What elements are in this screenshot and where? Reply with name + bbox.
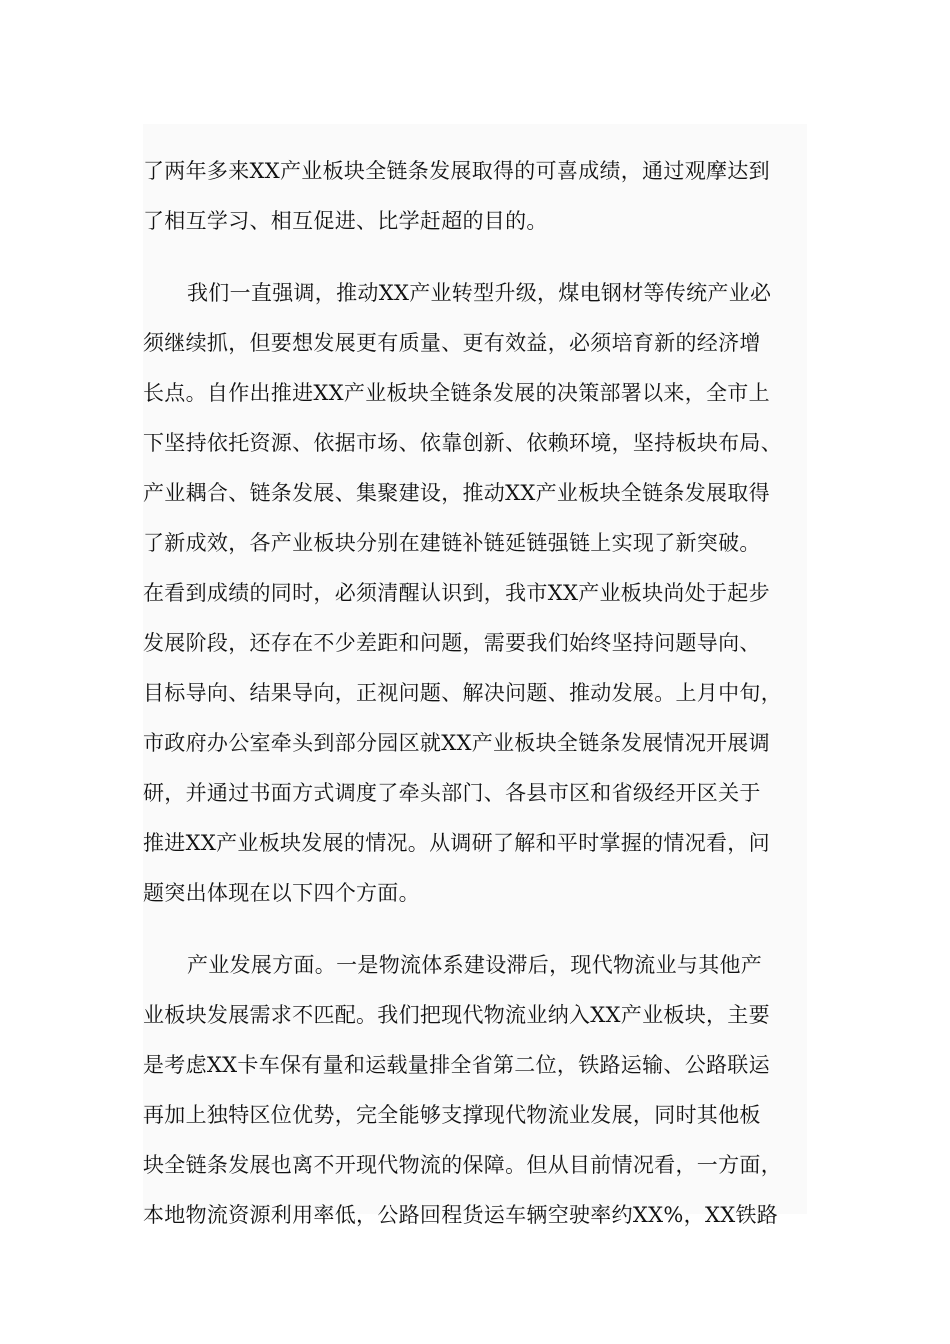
paragraph-spacer (143, 246, 807, 268)
paragraph-spacer (143, 918, 807, 940)
text-line: 题突出体现在以下四个方面。 (143, 881, 420, 905)
paragraph-3 (143, 940, 807, 1240)
text-line: 是考虑XX卡车保有量和运载量排全省第二位，铁路运输、公路联运 (143, 1053, 770, 1077)
document-body (143, 124, 807, 1227)
text-line: 产业耦合、链条发展、集聚建设，推动XX产业板块全链条发展取得 (143, 481, 770, 505)
text-line: 市政府办公室牵头到部分园区就XX产业板块全链条发展情况开展调 (143, 731, 770, 755)
text-line: 发展阶段，还存在不少差距和问题，需要我们始终坚持问题导向、 (143, 631, 761, 655)
text-line: 本地物流资源利用率低，公路回程货运车辆空驶率约XX%，XX铁路 (143, 1203, 779, 1227)
text-line: 在看到成绩的同时，必须清醒认识到，我市XX产业板块尚处于起步 (143, 581, 770, 605)
top-spacer (143, 124, 807, 146)
paragraph-1 (143, 146, 807, 246)
text-line: 再加上独特区位优势，完全能够支撑现代物流业发展，同时其他板 (143, 1103, 761, 1127)
paragraph-2 (143, 268, 807, 918)
text-line: 产业发展方面。一是物流体系建设滞后，现代物流业与其他产 (187, 953, 763, 977)
text-line: 研，并通过书面方式调度了牵头部门、各县市区和省级经开区关于 (143, 781, 761, 805)
text-line: 了两年多来XX产业板块全链条发展取得的可喜成绩，通过观摩达到 (143, 159, 770, 183)
text-line: 了新成效，各产业板块分别在建链补链延链强链上实现了新突破。 (143, 531, 761, 555)
text-line: 了相互学习、相互促进、比学赶超的目的。 (143, 209, 548, 233)
text-line: 业板块发展需求不匹配。我们把现代物流业纳入XX产业板块，主要 (143, 1003, 770, 1027)
text-line: 目标导向、结果导向，正视问题、解决问题、推动发展。上月中旬， (143, 681, 782, 705)
text-line: 长点。自作出推进XX产业板块全链条发展的决策部署以来，全市上 (143, 381, 770, 405)
text-line: 块全链条发展也离不开现代物流的保障。但从目前情况看，一方面， (143, 1153, 782, 1177)
text-line: 下坚持依托资源、依据市场、依靠创新、依赖环境，坚持板块布局、 (143, 431, 782, 455)
text-line: 须继续抓，但要想发展更有质量、更有效益，必须培育新的经济增 (143, 331, 761, 355)
text-line: 推进XX产业板块发展的情况。从调研了解和平时掌握的情况看，问 (143, 831, 770, 855)
text-line: 我们一直强调，推动XX产业转型升级，煤电钢材等传统产业必 (187, 281, 772, 305)
